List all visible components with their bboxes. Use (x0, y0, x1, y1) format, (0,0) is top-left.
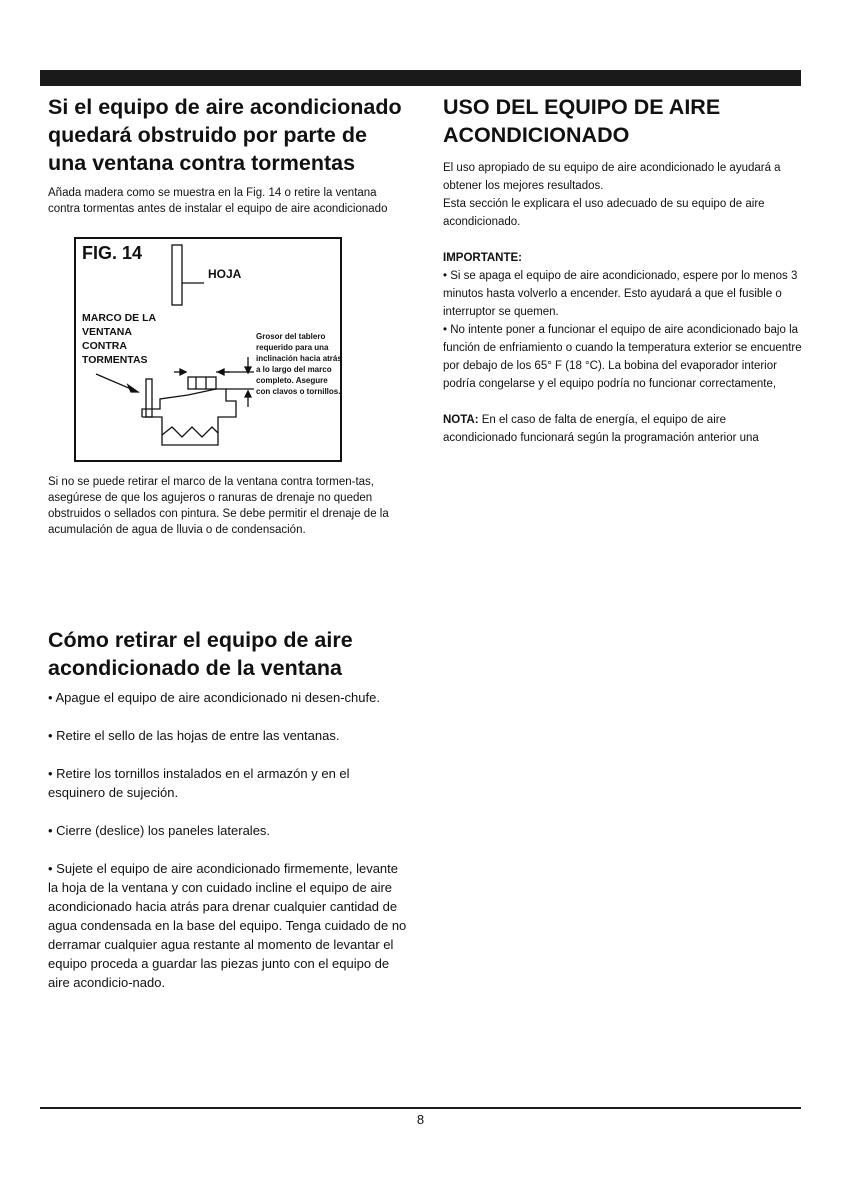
removal-steps (48, 688, 408, 992)
page-number: 8 (416, 1112, 425, 1127)
note-label: NOTA: (443, 414, 479, 426)
figure-title: FIG. 14 (82, 243, 143, 263)
note-paragraph (443, 411, 803, 447)
left-column-bottom (48, 626, 408, 992)
important-item: • No intente poner a funcionar el equipo de aire acondicionado bajo la función de enfriamiento o cuando la temperatura exterior se encuentre por debajo de los 65° F (18 °C). La bobina del evaporador interior podría congelarse y el equipo podría no funcionar correctamente, (443, 324, 802, 390)
usage-intro-2: Esta sección le explicara el uso adecuado de su equipo de aire acondicionado. (443, 198, 765, 228)
figure-label-sash: HOJA (208, 267, 242, 281)
right-column (443, 93, 803, 447)
figure-label-board-thickness: Grosor del tablero requerido para una inclinación hacia atrás a lo largo del marco completo. Asegure con clavos o tornillos. (256, 332, 342, 396)
removal-step: • Apague el equipo de aire acondicionado ni desen-chufe. (48, 690, 380, 705)
section-heading-usage: USO DEL EQUIPO DE AIRE ACONDICIONADO (443, 95, 721, 147)
usage-intro-1: El uso apropiado de su equipo de aire acondicionado le ayudará a obtener los mejores resultados. (443, 162, 781, 192)
left-column-top (48, 93, 403, 217)
footer-rule (40, 1107, 801, 1109)
important-label: IMPORTANTE: (443, 252, 523, 264)
removal-step: • Retire los tornillos instalados en el armazón y en el esquinero de sujeción. (48, 766, 350, 800)
section-heading-removal: Cómo retirar el equipo de aire acondicionado de la ventana (48, 628, 353, 680)
drainage-paragraph: Si no se puede retirar el marco de la ventana contra tormen-tas, asegúrese de que los agujeros o ranuras de drenaje no queden obstruidos o sellados con pintura. Se debe permitir el drenaje de la acumulación de agua de lluvia o de condensación. (48, 476, 389, 536)
note-text: En el caso de falta de energía, el equipo de aire acondicionado funcionará según la programación anterior una (443, 414, 759, 444)
section-heading-storm-window: Si el equipo de aire acondicionado quedará obstruido por parte de una ventana contra tormentas (48, 95, 402, 175)
header-bar (40, 70, 801, 86)
removal-step: • Sujete el equipo de aire acondicionado firmemente, levante la hoja de la ventana y con cuidado incline el equipo de aire acondicionado hacia atrás para drenar cualquier cantidad de agua condensada en la base del equipo. Tenga cuidado de no derramar cualquier agua restante al momento de levantar el equipo proceda a guardar las piezas junto con el equipo de aire acondicio-nado. (48, 861, 407, 990)
figure-label-storm-frame: MARCO DE LA VENTANA CONTRA TORMENTAS (82, 312, 156, 366)
figure-14 (74, 237, 342, 462)
storm-window-intro: Añada madera como se muestra en la Fig. 14 o retire la ventana contra tormentas antes de instalar el equipo de aire acondicionado (48, 187, 388, 215)
removal-step: • Retire el sello de las hojas de entre las ventanas. (48, 728, 340, 743)
important-item: • Si se apaga el equipo de aire acondicionado, espere por lo menos 3 minutos hasta volverlo a encender. Esto ayudará a que el fusible o interruptor se quemen. (443, 270, 798, 318)
removal-step: • Cierre (deslice) los paneles laterales. (48, 823, 271, 838)
